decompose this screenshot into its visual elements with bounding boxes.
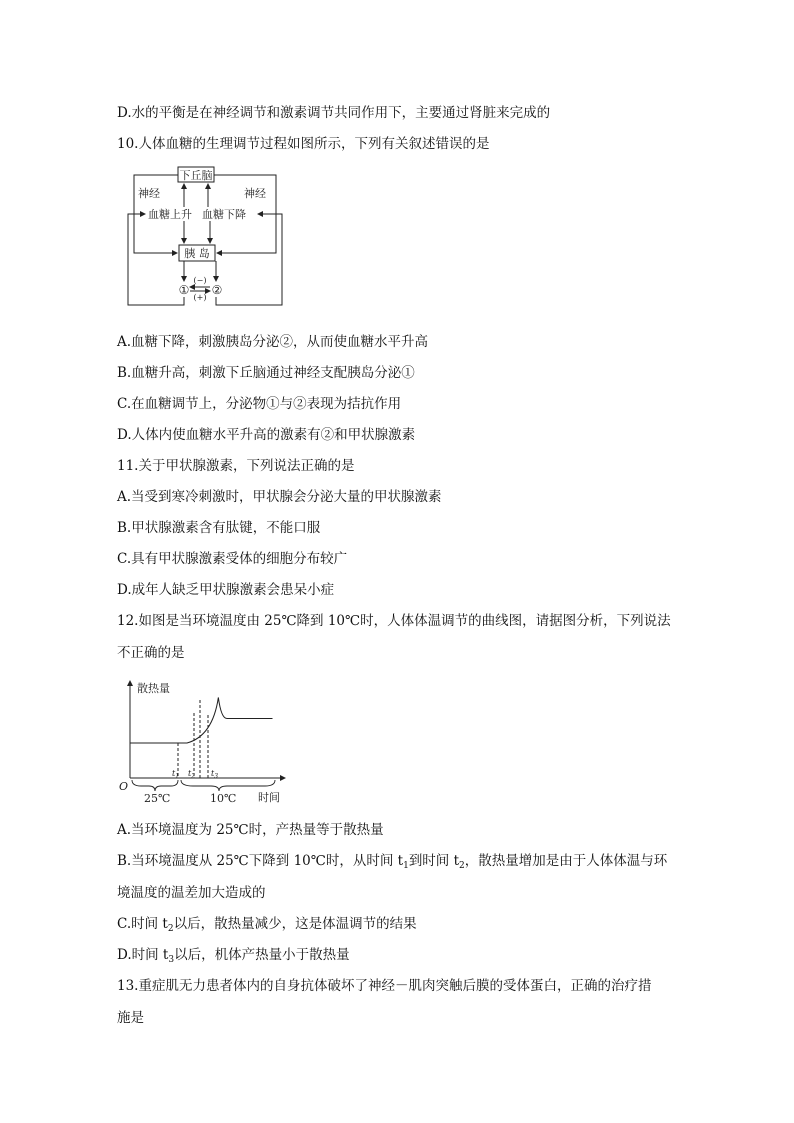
origin-label: O <box>119 780 129 793</box>
q10-option-d: D.人体内使血糖水平升高的激素有②和甲状腺激素 <box>117 427 416 443</box>
inhibit-label: (−) <box>193 276 207 285</box>
feedback-1-to-glucose-up <box>128 214 184 305</box>
q10-option-c: C.在血糖调节上，分泌物①与②表现为拮抗作用 <box>117 396 402 412</box>
q9-option-d: D.水的平衡是在神经调节和激素调节共同作用下，主要通过肾脏来完成的 <box>117 105 551 121</box>
tick-t2: $t_2$ <box>188 769 196 780</box>
pancreas-label: 胰 岛 <box>184 247 210 260</box>
feedback-2-to-glucose-down <box>216 214 282 305</box>
q11-option-d: D.成年人缺乏甲状腺激素会患呆小症 <box>117 582 335 598</box>
q11-option-b: B.甲状腺激素含有肽键，不能口服 <box>117 520 321 536</box>
glucose-down-label: 血糖下降 <box>202 208 246 221</box>
q12-option-a: A.当环境温度为 25℃时，产热量等于散热量 <box>117 822 384 838</box>
glucose-regulation-diagram <box>122 163 288 309</box>
brace-25c <box>132 780 178 791</box>
nerve-label-left: 神经 <box>138 187 160 200</box>
segment-10c-label: 10℃ <box>210 792 237 805</box>
q11-option-a: A.当受到寒冷刺激时，甲状腺会分泌大量的甲状腺激素 <box>117 489 442 505</box>
q12-option-b-line1: B.当环境温度从 25℃下降到 10℃时，从时间 $t_1$到时间 $t_2$，散热量增加是由于人体体温与环 <box>117 853 668 871</box>
nerve-label-right: 神经 <box>244 187 266 200</box>
q10-option-b: B.血糖升高，刺激下丘脑通过神经支配胰岛分泌① <box>117 365 415 381</box>
heat-dissipation-chart <box>115 676 295 806</box>
q13-stem-line2: 施是 <box>117 1010 144 1026</box>
secretion-1: ① <box>178 283 190 297</box>
hypothalamus-label: 下丘脑 <box>179 169 213 182</box>
q10-option-a: A.血糖下降，刺激胰岛分泌②，从而使血糖水平升高 <box>117 334 429 350</box>
brace-10c <box>181 780 275 791</box>
q10-stem: 10.人体血糖的生理调节过程如图所示，下列有关叙述错误的是 <box>117 136 490 152</box>
heat-dissipation-curve <box>130 698 273 744</box>
tick-t1: $t_1$ <box>172 769 180 780</box>
q12-stem-line1: 12.如图是当环境温度由 25℃降到 10℃时，人体体温调节的曲线图，请据图分析，下列说法 <box>117 613 671 629</box>
promote-label: (+) <box>193 293 207 302</box>
y-axis-label: 散热量 <box>137 682 170 695</box>
q12-option-c: C.时间 $t_2$以后，散热量减少，这是体温调节的结果 <box>117 916 417 934</box>
q13-stem-line1: 13.重症肌无力患者体内的自身抗体破坏了神经－肌肉突触后膜的受体蛋白，正确的治疗措 <box>117 978 652 994</box>
segment-25c-label: 25℃ <box>144 792 171 805</box>
x-axis-label: 时间 <box>258 791 280 804</box>
q11-stem: 11.关于甲状腺激素，下列说法正确的是 <box>117 458 355 474</box>
tick-t3: $t_3$ <box>211 769 219 780</box>
q12-option-d: D.时间 $t_3$以后，机体产热量小于散热量 <box>117 947 350 965</box>
q12-stem-line2: 不正确的是 <box>117 645 185 661</box>
q11-option-c: C.具有甲状腺激素受体的细胞分布较广 <box>117 551 348 567</box>
secretion-2: ② <box>211 283 223 297</box>
glucose-up-label: 血糖上升 <box>148 208 192 221</box>
q12-option-b-line2: 境温度的温差加大造成的 <box>117 885 266 901</box>
